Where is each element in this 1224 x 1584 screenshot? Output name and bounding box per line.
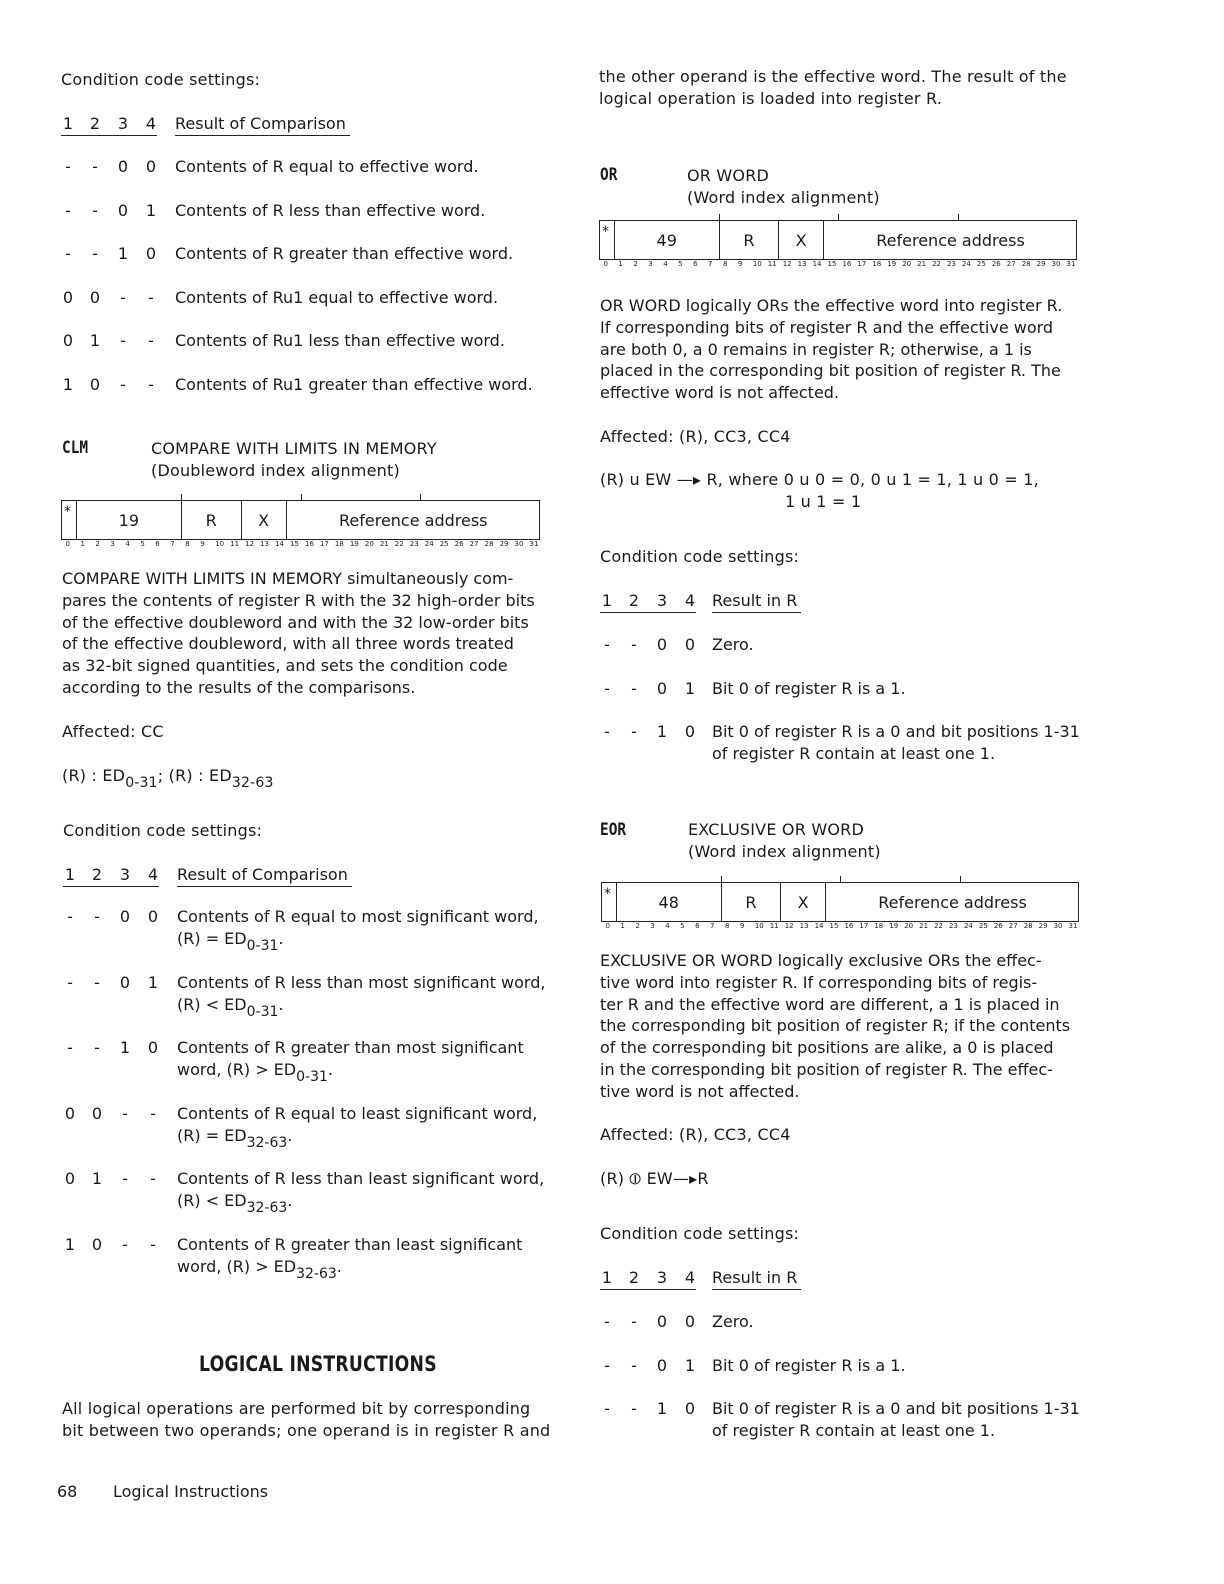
description-line: EXCLUSIVE OR WORD logically exclusive ORs the effec- xyxy=(600,951,1042,970)
cc-result-text: Contents of Ru1 greater than effective word. xyxy=(175,374,533,394)
cc-value: 0 xyxy=(684,722,696,741)
cc-value: 0 xyxy=(684,1312,696,1331)
cc-row xyxy=(61,374,561,418)
cc-label-1: Condition code settings: xyxy=(61,70,261,89)
description-line: according to the results of the comparisons. xyxy=(62,678,416,697)
cc-row xyxy=(61,287,561,331)
cc-label-2: Condition code settings: xyxy=(63,821,263,840)
cc-row xyxy=(63,1234,563,1282)
cc-value: - xyxy=(94,1038,100,1057)
cc-value: 0 xyxy=(64,1169,76,1188)
cc-value: 0 xyxy=(656,635,668,654)
eor-affected: Affected: (R), CC3, CC4 xyxy=(600,1125,791,1144)
footer-title: Logical Instructions xyxy=(113,1482,269,1501)
cc-value: 0 xyxy=(145,157,157,176)
description-line: ter R and the effective word are different, a 1 is placed in xyxy=(600,994,1060,1014)
cc-result-text-line2: (R) < ED32-63. xyxy=(177,1191,293,1216)
opcode-field: 19 xyxy=(76,500,181,540)
cc-value: - xyxy=(631,722,637,741)
cc-result-text: Contents of R less than least significant word, xyxy=(177,1169,545,1188)
indirect-bit: * xyxy=(602,224,609,240)
cc-value: 0 xyxy=(117,200,129,220)
description-line: of the corresponding bit positions are alike, a 0 is placed xyxy=(600,1038,1054,1058)
eor-alignment: (Word index alignment) xyxy=(688,842,881,861)
cc-value: - xyxy=(604,635,610,654)
cc-value: - xyxy=(67,1038,73,1057)
r-field: R xyxy=(719,220,779,260)
cc-row xyxy=(600,721,1100,765)
reference-address-field: Reference address xyxy=(823,220,1077,260)
cc-value: - xyxy=(92,244,98,263)
cc-result-text: Bit 0 of register R is a 1. xyxy=(712,678,906,698)
bit-numbers: 0 1 2 3 4 5 6 7 8 9 10 11 12 13 14 15 16 17 18 19 20 21 22 23 24 25 26 27 28 29 30 31 xyxy=(65,540,539,548)
cc-value: 0 xyxy=(684,635,696,654)
cc-value: 1 xyxy=(656,1399,668,1418)
cc-result-text: Bit 0 of register R is a 1. xyxy=(712,1355,906,1375)
cc-result-text: Contents of Ru1 equal to effective word. xyxy=(175,287,499,307)
cc-header-2: 1 2 3 4 Result of Comparison xyxy=(63,864,363,888)
bit-numbers: 0 1 2 3 4 5 6 7 8 9 10 11 12 13 14 15 16 17 18 19 20 21 22 23 24 25 26 27 28 29 30 31 xyxy=(603,260,1076,268)
cc-value: 0 xyxy=(89,374,101,394)
clm-formula: (R) : ED0-31; (R) : ED32-63 xyxy=(62,766,274,791)
description-line: COMPARE WITH LIMITS IN MEMORY simultaneously com- xyxy=(62,569,514,588)
cc-value: 0 xyxy=(91,1234,103,1254)
description-line: of the effective doubleword and with the 32 low-order bits xyxy=(62,612,529,632)
cc-result-text: Contents of R equal to effective word. xyxy=(175,157,479,176)
cc-value: 1 xyxy=(117,244,129,263)
cc-value: - xyxy=(120,287,126,307)
cc-value: - xyxy=(604,1312,610,1331)
cc-row xyxy=(61,156,561,200)
cc-value: - xyxy=(67,907,73,926)
or-affected: Affected: (R), CC3, CC4 xyxy=(600,427,791,446)
description-line: in the corresponding bit position of register R. The effec- xyxy=(600,1060,1053,1079)
x-field: X xyxy=(778,220,823,260)
cc-row xyxy=(600,1311,1100,1355)
cc-value: 0 xyxy=(656,1355,668,1375)
cc-row xyxy=(61,330,561,374)
cc-value: - xyxy=(631,635,637,654)
cc-row xyxy=(600,678,1100,722)
cc-value: - xyxy=(92,157,98,176)
opcode-field: 49 xyxy=(614,220,719,260)
description-line: tive word into register R. If corresponding bits of regis- xyxy=(600,972,1038,992)
cc-result-text: Contents of Ru1 less than effective word. xyxy=(175,331,505,350)
cc-value: - xyxy=(148,287,154,307)
cc-result-text: Bit 0 of register R is a 0 and bit positions 1-31 xyxy=(712,722,1080,741)
reference-address-field: Reference address xyxy=(286,500,540,540)
description-line: OR WORD logically ORs the effective word into register R. xyxy=(600,296,1063,315)
cc-value: 0 xyxy=(145,244,157,263)
description-line: tive word is not affected. xyxy=(600,1081,800,1101)
cc-value: 0 xyxy=(64,1103,76,1123)
cc-row xyxy=(63,906,563,954)
eor-mnemonic: EOR xyxy=(600,820,627,840)
cc-value: 1 xyxy=(119,1038,131,1057)
description-line: effective word is not affected. xyxy=(600,383,840,403)
cc-result-text: Contents of R greater than effective word. xyxy=(175,244,514,263)
cc-value: 0 xyxy=(684,1399,696,1418)
description-line: If corresponding bits of register R and the effective word xyxy=(600,317,1054,337)
x-field: X xyxy=(780,882,825,922)
or-cc-label: Condition code settings: xyxy=(600,547,800,566)
logical-intro-2: bit between two operands; one operand is in register R and xyxy=(62,1421,551,1440)
logical-intro-1: All logical operations are performed bit by corresponding xyxy=(62,1399,531,1418)
cc-result-text: Zero. xyxy=(712,1312,754,1331)
right-intro-1: the other operand is the effective word. The result of the xyxy=(599,67,1067,86)
eor-instruction-format xyxy=(601,882,1079,930)
eor-name: EXCLUSIVE OR WORD xyxy=(688,820,864,839)
cc-row xyxy=(63,972,563,1020)
cc-value: 1 xyxy=(64,1234,76,1254)
cc-value: 1 xyxy=(89,331,101,350)
x-field: X xyxy=(241,500,286,540)
or-instruction-format xyxy=(599,220,1077,268)
cc-value: - xyxy=(122,1234,128,1254)
cc-value: 0 xyxy=(62,331,74,350)
cc-result-text: Zero. xyxy=(712,635,754,654)
cc-result-text-line2: (R) = ED0-31. xyxy=(177,929,284,954)
cc-row xyxy=(63,1103,563,1151)
cc-value: 1 xyxy=(684,1355,696,1375)
clm-alignment: (Doubleword index alignment) xyxy=(151,461,400,480)
or-mnemonic: OR xyxy=(600,165,618,185)
right-intro-2: logical operation is loaded into register R. xyxy=(599,89,942,108)
indirect-bit: * xyxy=(64,504,71,520)
cc-value: - xyxy=(94,907,100,926)
description-line: placed in the corresponding bit position of register R. The xyxy=(600,361,1061,381)
cc-col-1: 1 xyxy=(62,114,74,133)
cc-value: - xyxy=(148,331,154,350)
or-name: OR WORD xyxy=(687,166,770,185)
cc-value: - xyxy=(150,1234,156,1254)
cc-value: - xyxy=(604,722,610,741)
indirect-bit: * xyxy=(604,886,611,902)
cc-value: - xyxy=(150,1103,156,1123)
cc-value: - xyxy=(604,1399,610,1418)
cc-value: 0 xyxy=(147,907,159,926)
cc-result-text-line2: (R) = ED32-63. xyxy=(177,1125,293,1151)
cc-row xyxy=(600,634,1100,678)
eor-cc-label: Condition code settings: xyxy=(600,1224,800,1243)
cc-value: 0 xyxy=(119,972,131,992)
or-formula-1: (R) u EW —▸ R, where 0 u 0 = 0, 0 u 1 = 1, 1 u 0 = 1, xyxy=(600,470,1039,489)
cc-value: 1 xyxy=(62,374,74,394)
cc-value: 0 xyxy=(89,287,101,307)
cc-result-text: Contents of R greater than least significant xyxy=(177,1234,523,1254)
cc-col-2: 2 xyxy=(89,114,101,133)
description-line: the corresponding bit position of register R; if the contents xyxy=(600,1016,1071,1036)
cc-value: 0 xyxy=(117,157,129,176)
cc-value: - xyxy=(92,200,98,220)
cc-value: - xyxy=(65,244,71,263)
reference-address-field: Reference address xyxy=(825,882,1079,922)
cc-value: - xyxy=(94,972,100,992)
cc-result-text-line2: word, (R) > ED32-63. xyxy=(177,1256,342,1282)
cc-value: - xyxy=(67,972,73,992)
cc-value: - xyxy=(148,374,154,394)
cc-value: 1 xyxy=(147,972,159,992)
description-line: of the effective doubleword, with all three words treated xyxy=(62,634,514,654)
cc-result-text: Contents of R less than effective word. xyxy=(175,200,486,220)
cc-row xyxy=(63,1037,563,1085)
cc-value: - xyxy=(631,1312,637,1331)
cc-value: - xyxy=(631,1355,637,1375)
description-line: are both 0, a 0 remains in register R; otherwise, a 1 is xyxy=(600,339,1032,359)
page-number: 68 xyxy=(57,1482,78,1501)
bit-numbers: 0 1 2 3 4 5 6 7 8 9 10 11 12 13 14 15 16 17 18 19 20 21 22 23 24 25 26 27 28 29 30 31 xyxy=(605,922,1078,930)
cc-result-text-line2: word, (R) > ED0-31. xyxy=(177,1060,333,1085)
clm-affected: Affected: CC xyxy=(62,722,164,741)
cc-row xyxy=(61,243,561,287)
cc-col-3: 3 xyxy=(117,114,129,133)
cc-header-1 xyxy=(61,113,361,137)
cc-result-text: Bit 0 of register R is a 0 and bit positions 1-31 xyxy=(712,1399,1080,1418)
cc-value: - xyxy=(122,1103,128,1123)
section-heading: LOGICAL INSTRUCTIONS xyxy=(199,1352,437,1376)
cc-value: 0 xyxy=(656,678,668,698)
clm-name: COMPARE WITH LIMITS IN MEMORY xyxy=(151,439,437,458)
cc-value: 0 xyxy=(91,1103,103,1123)
cc-value: - xyxy=(631,1399,637,1418)
opcode-field: 48 xyxy=(616,882,721,922)
cc-value: 0 xyxy=(62,287,74,307)
cc-value: 1 xyxy=(656,722,668,741)
cc-value: 0 xyxy=(147,1038,159,1057)
cc-value: - xyxy=(65,157,71,176)
cc-result-text: Contents of R equal to most significant word, xyxy=(177,907,539,926)
cc-row xyxy=(600,1398,1100,1442)
or-alignment: (Word index alignment) xyxy=(687,188,880,207)
cc-value: 1 xyxy=(145,200,157,220)
r-field: R xyxy=(721,882,781,922)
description-line: as 32-bit signed quantities, and sets the condition code xyxy=(62,656,508,676)
cc-row xyxy=(63,1168,563,1216)
or-formula-2: 1 u 1 = 1 xyxy=(785,492,862,511)
cc-value: 1 xyxy=(91,1169,103,1188)
r-field: R xyxy=(181,500,241,540)
or-cc-header: 1 2 3 4 Result in R xyxy=(600,590,860,614)
clm-mnemonic: CLM xyxy=(62,438,89,458)
cc-value: 0 xyxy=(656,1312,668,1331)
cc-row xyxy=(600,1355,1100,1399)
cc-value: - xyxy=(120,331,126,350)
cc-value: - xyxy=(122,1169,128,1188)
cc-row xyxy=(61,200,561,244)
cc-value: 0 xyxy=(119,907,131,926)
cc-value: - xyxy=(150,1169,156,1188)
cc-result-text: Contents of R less than most significant word, xyxy=(177,972,546,992)
cc-result-text: Contents of R equal to least significant word, xyxy=(177,1103,538,1123)
eor-cc-header: 1 2 3 4 Result in R xyxy=(600,1267,860,1291)
cc-header-title: Result of Comparison xyxy=(175,113,350,136)
cc-result-text-line2: of register R contain at least one 1. xyxy=(712,744,996,763)
eor-formula: (R) ⦶ EW—▸R xyxy=(600,1169,709,1188)
cc-value: 1 xyxy=(684,678,696,698)
description-line: pares the contents of register R with the 32 high-order bits xyxy=(62,590,535,610)
clm-instruction-format xyxy=(61,500,540,548)
cc-value: - xyxy=(120,374,126,394)
cc-result-text-line2: (R) < ED0-31. xyxy=(177,994,284,1020)
cc-value: - xyxy=(65,200,71,220)
cc-value: - xyxy=(604,678,610,698)
cc-value: - xyxy=(604,1355,610,1375)
cc-value: - xyxy=(631,678,637,698)
cc-result-text: Contents of R greater than most significant xyxy=(177,1038,524,1057)
cc-result-text-line2: of register R contain at least one 1. xyxy=(712,1421,996,1440)
cc-col-4: 4 xyxy=(145,114,157,133)
